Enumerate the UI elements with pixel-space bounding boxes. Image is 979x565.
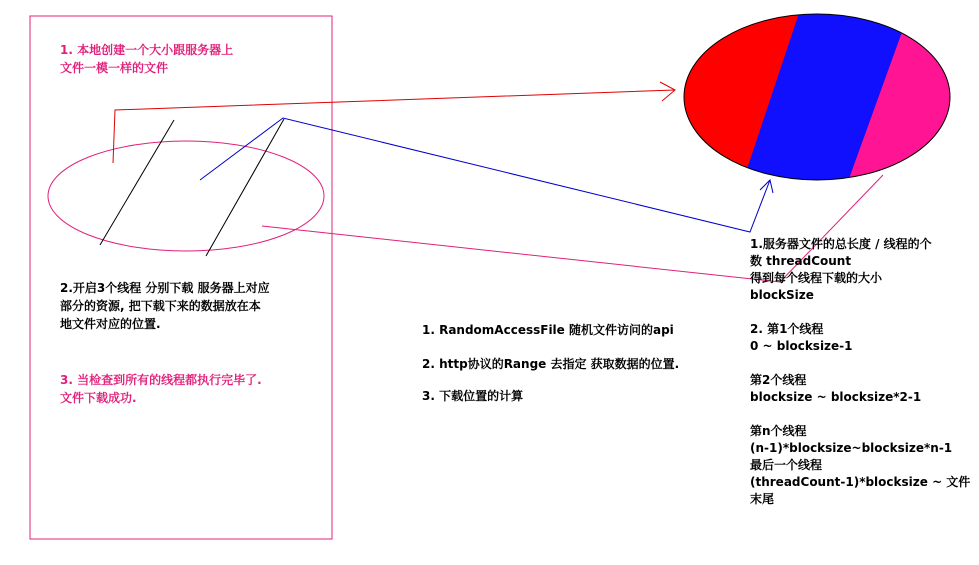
calc-line: 0 ~ blocksize-1 [750,339,853,353]
note-random-access-file: 1. RandomAccessFile 随机文件访问的api [422,323,674,337]
calc-block [750,236,970,508]
calc-line: 末尾 [750,492,775,506]
calc-line: 最后一个线程 [750,458,823,472]
calc-line: (threadCount-1)*blocksize ~ 文件 [750,475,971,489]
calc-line: blocksize ~ blocksize*2-1 [750,390,922,404]
calc-line [750,304,970,321]
red-arrow-head [660,82,675,101]
calc-line: 数 threadCount [750,254,852,268]
note-position-calc: 3. 下载位置的计算 [422,389,524,403]
local-segment-divider-1 [100,120,174,245]
step1-line1: 1. 本地创建一个大小跟服务器上 [60,43,234,57]
step2-line1: 2.开启3个线程 分别下载 服务器上对应 [60,281,270,295]
step3-line2: 文件下载成功. [60,391,137,405]
calc-line: 2. 第1个线程 [750,322,824,336]
local-segment-divider-2 [206,119,284,256]
server-file-ellipse [680,10,960,190]
calc-line: 第2个线程 [750,373,807,387]
blue-arrow-head [760,180,773,193]
calc-line: (n-1)*blocksize~blocksize*n-1 [750,441,953,455]
calc-line: 第n个线程 [750,424,807,438]
calc-line: 得到每个线程下载的大小 [750,271,883,285]
calc-line: 1.服务器文件的总长度 / 线程的个 [750,237,932,251]
calc-line: blockSize [750,288,814,302]
step2-line3: 地文件对应的位置. [60,317,161,331]
calc-line [750,355,970,372]
calc-line [750,406,970,423]
note-http-range: 2. http协议的Range 去指定 获取数据的位置. [422,357,680,371]
local-file-panel [30,16,332,539]
local-file-ellipse [48,141,324,251]
step3-line1: 3. 当检查到所有的线程都执行完毕了. [60,373,262,387]
step2-line2: 部分的资源, 把下载下来的数据放在本 [60,299,261,313]
step1-line2: 文件一模一样的文件 [60,61,169,75]
blue-arrow [200,118,770,232]
red-arrow [113,90,675,163]
